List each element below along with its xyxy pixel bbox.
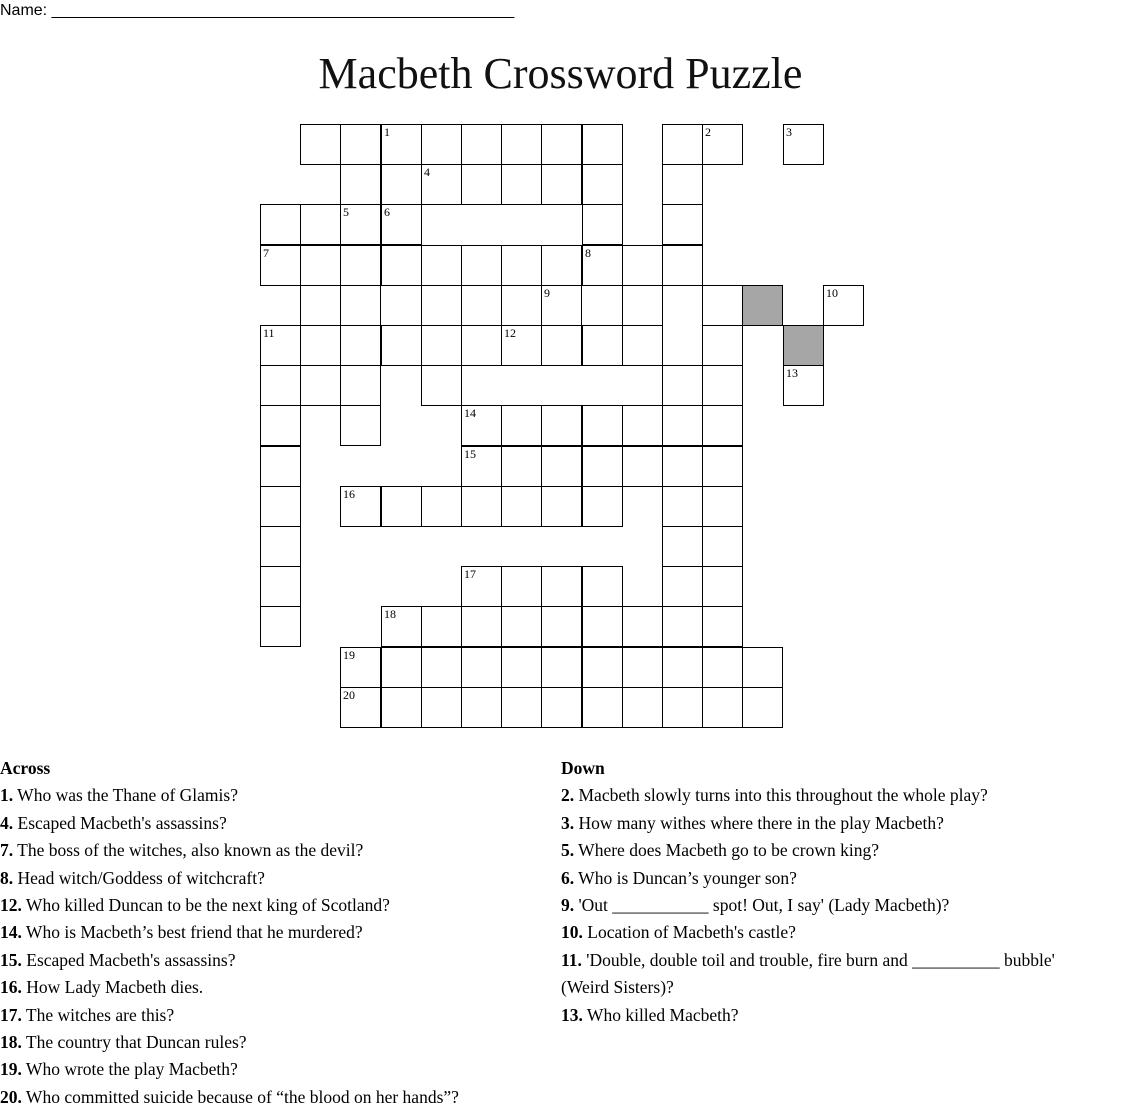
clue-text: Who is Macbeth’s best friend that he murdered?	[21, 922, 363, 943]
across-heading: Across	[0, 758, 51, 778]
crossword-cell[interactable]	[582, 446, 623, 487]
clue-text: Escaped Macbeth's assassins?	[13, 812, 227, 833]
across-clue-list	[0, 782, 560, 1111]
crossword-cell[interactable]	[742, 687, 783, 728]
crossword-cell[interactable]	[702, 325, 743, 366]
crossword-cell[interactable]	[501, 285, 542, 326]
crossword-cell[interactable]	[340, 687, 381, 728]
clue-number: 14	[464, 406, 476, 420]
crossword-cell[interactable]	[381, 124, 422, 165]
crossword-cell[interactable]	[582, 204, 623, 245]
down-clue	[561, 892, 1081, 919]
down-clue	[561, 947, 1081, 1002]
crossword-cell[interactable]	[702, 446, 743, 487]
clue-number: 2	[705, 125, 711, 139]
crossword-cell[interactable]	[582, 124, 623, 165]
crossword-cell[interactable]	[260, 325, 301, 366]
crossword-cell[interactable]	[340, 164, 381, 205]
page-title: Macbeth Crossword Puzzle	[318, 49, 803, 98]
across-clue	[0, 1056, 560, 1083]
clue-number: 16	[343, 487, 355, 501]
clue-text: Who committed suicide because of “the blood on her hands”?	[21, 1086, 459, 1107]
clue-number: 1.	[0, 785, 14, 806]
across-clue	[0, 1029, 560, 1056]
crossword-cell[interactable]	[501, 164, 542, 205]
clue-number: 16.	[0, 977, 22, 998]
crossword-cell[interactable]	[702, 566, 743, 607]
crossword-cell[interactable]	[340, 325, 381, 366]
crossword-cell[interactable]	[421, 647, 462, 688]
crossword-cell[interactable]	[582, 245, 623, 286]
clue-number: 4.	[0, 812, 14, 833]
crossword-cell[interactable]	[742, 647, 783, 688]
crossword-cell[interactable]	[260, 606, 301, 647]
clue-text: Who killed Macbeth?	[582, 1004, 739, 1025]
crossword-cell[interactable]	[340, 405, 381, 446]
crossword-cell[interactable]	[461, 486, 502, 527]
clue-number: 2.	[561, 785, 575, 806]
crossword-cell[interactable]	[421, 164, 462, 205]
crossword-cell[interactable]	[702, 285, 743, 326]
across-clue	[0, 810, 560, 837]
crossword-cell[interactable]	[421, 124, 462, 165]
clue-text: How many withes where there in the play Macbeth?	[574, 812, 944, 833]
crossword-cell[interactable]	[461, 405, 502, 446]
crossword-cell[interactable]	[300, 245, 341, 286]
down-clues	[561, 755, 1081, 1029]
across-clue	[0, 974, 560, 1001]
crossword-cell[interactable]	[300, 204, 341, 245]
crossword-cell[interactable]	[541, 285, 582, 326]
crossword-cell[interactable]	[662, 365, 703, 406]
down-clue	[561, 782, 1081, 809]
crossword-cell[interactable]	[461, 647, 502, 688]
crossword-cell[interactable]	[381, 164, 422, 205]
crossword-cell[interactable]	[421, 245, 462, 286]
across-clues	[0, 755, 560, 1111]
clue-text: Escaped Macbeth's assassins?	[21, 949, 236, 970]
crossword-cell[interactable]	[662, 245, 703, 286]
crossword-cell[interactable]	[421, 285, 462, 326]
crossword-cell[interactable]	[582, 606, 623, 647]
clue-text: Where does Macbeth go to be crown king?	[574, 840, 879, 861]
crossword-cell[interactable]	[622, 687, 663, 728]
crossword-cell[interactable]	[541, 405, 582, 446]
crossword-cell[interactable]	[702, 124, 743, 165]
clue-text: The country that Duncan rules?	[21, 1032, 247, 1053]
crossword-cell[interactable]	[461, 124, 502, 165]
clue-text: Macbeth slowly turns into this throughout the whole play?	[574, 785, 988, 806]
crossword-cell[interactable]	[421, 486, 462, 527]
crossword-cell[interactable]	[702, 687, 743, 728]
clue-number: 10.	[561, 922, 583, 943]
clue-text: Who was the Thane of Glamis?	[13, 785, 238, 806]
across-clue	[0, 782, 560, 809]
crossword-cell[interactable]	[541, 124, 582, 165]
crossword-cell[interactable]	[340, 365, 381, 406]
crossword-cell[interactable]	[702, 606, 743, 647]
crossword-cell[interactable]	[582, 325, 623, 366]
crossword-cell[interactable]	[461, 566, 502, 607]
crossword-cell[interactable]	[501, 687, 542, 728]
crossword-cell[interactable]	[501, 486, 542, 527]
crossword-cell[interactable]	[622, 325, 663, 366]
crossword-cell[interactable]	[501, 606, 542, 647]
crossword-cell[interactable]	[381, 687, 422, 728]
shaded-cell	[783, 325, 824, 366]
crossword-cell[interactable]	[622, 245, 663, 286]
clue-number: 17	[464, 567, 476, 581]
crossword-cell[interactable]	[501, 446, 542, 487]
clue-text: Head witch/Goddess of witchcraft?	[13, 867, 265, 888]
crossword-cell[interactable]	[501, 647, 542, 688]
crossword-cell[interactable]	[662, 405, 703, 446]
crossword-cell[interactable]	[702, 405, 743, 446]
clue-number: 11.	[561, 949, 582, 970]
crossword-cell[interactable]	[381, 245, 422, 286]
crossword-cell[interactable]	[541, 164, 582, 205]
shaded-cell	[742, 285, 783, 326]
crossword-cell[interactable]	[260, 486, 301, 527]
crossword-cell[interactable]	[702, 486, 743, 527]
down-clue	[561, 837, 1081, 864]
down-clue	[561, 865, 1081, 892]
crossword-cell[interactable]	[662, 687, 703, 728]
crossword-cell[interactable]	[461, 446, 502, 487]
name-field-label: Name: ____________________________________________________	[0, 2, 515, 19]
crossword-cell[interactable]	[541, 566, 582, 607]
crossword-cell[interactable]	[501, 325, 542, 366]
crossword-cell[interactable]	[662, 164, 703, 205]
crossword-cell[interactable]	[541, 687, 582, 728]
crossword-cell[interactable]	[582, 687, 623, 728]
crossword-cell[interactable]	[300, 325, 341, 366]
crossword-cell[interactable]	[501, 405, 542, 446]
clue-number: 7	[263, 246, 269, 260]
crossword-cell[interactable]	[300, 124, 341, 165]
across-clue	[0, 919, 560, 946]
clue-number: 14.	[0, 922, 22, 943]
clue-number: 18	[384, 607, 396, 621]
crossword-cell[interactable]	[783, 365, 824, 406]
crossword-cell[interactable]	[662, 647, 703, 688]
crossword-cell[interactable]	[783, 124, 824, 165]
down-heading: Down	[561, 758, 605, 778]
crossword-cell[interactable]	[622, 647, 663, 688]
clue-number: 6.	[561, 867, 575, 888]
crossword-cell[interactable]	[340, 245, 381, 286]
clue-text: Location of Macbeth's castle?	[582, 922, 796, 943]
clue-text: Who killed Duncan to be the next king of Scotland?	[21, 895, 390, 916]
clue-number: 8	[585, 246, 591, 260]
crossword-cell[interactable]	[461, 245, 502, 286]
crossword-cell[interactable]	[300, 365, 341, 406]
clue-number: 1	[384, 125, 390, 139]
crossword-cell[interactable]	[381, 647, 422, 688]
crossword-cell[interactable]	[461, 325, 502, 366]
across-clue	[0, 892, 560, 919]
clue-number: 6	[384, 205, 390, 219]
crossword-cell[interactable]	[421, 606, 462, 647]
clue-number: 17.	[0, 1004, 22, 1025]
clue-text: 'Double, double toil and trouble, fire burn and __________ bubble' (Weird Sisters)?	[561, 949, 1055, 998]
crossword-cell[interactable]	[501, 124, 542, 165]
crossword-cell[interactable]	[662, 486, 703, 527]
crossword-cell[interactable]	[622, 446, 663, 487]
crossword-cell[interactable]	[461, 606, 502, 647]
crossword-cell[interactable]	[340, 486, 381, 527]
down-clue	[561, 919, 1081, 946]
crossword-cell[interactable]	[501, 245, 542, 286]
crossword-cell[interactable]	[461, 285, 502, 326]
crossword-cell[interactable]	[582, 486, 623, 527]
clue-number: 5	[343, 205, 349, 219]
crossword-cell[interactable]	[662, 124, 703, 165]
crossword-cell[interactable]	[260, 405, 301, 446]
crossword-cell[interactable]	[340, 285, 381, 326]
crossword-cell[interactable]	[582, 647, 623, 688]
crossword-cell[interactable]	[421, 365, 462, 406]
clue-number: 11	[263, 326, 275, 340]
across-clue	[0, 947, 560, 974]
crossword-cell[interactable]	[662, 566, 703, 607]
clue-number: 20.	[0, 1086, 22, 1107]
clue-number: 3.	[561, 812, 575, 833]
clue-number: 7.	[0, 840, 14, 861]
crossword-cell[interactable]	[662, 204, 703, 245]
across-clue	[0, 865, 560, 892]
crossword-cell[interactable]	[702, 647, 743, 688]
crossword-cell[interactable]	[260, 365, 301, 406]
clue-text: Who wrote the play Macbeth?	[21, 1059, 238, 1080]
crossword-cell[interactable]	[582, 405, 623, 446]
clue-number: 9	[544, 286, 550, 300]
clue-number: 9.	[561, 895, 575, 916]
crossword-cell[interactable]	[662, 606, 703, 647]
clue-number: 19.	[0, 1059, 22, 1080]
clue-number: 15.	[0, 949, 22, 970]
across-clue	[0, 837, 560, 864]
clue-number: 5.	[561, 840, 575, 861]
crossword-cell[interactable]	[541, 606, 582, 647]
clue-number: 4	[424, 165, 430, 179]
clue-number: 12.	[0, 895, 22, 916]
crossword-cell[interactable]	[260, 566, 301, 607]
down-clue-list	[561, 782, 1081, 1029]
crossword-cell[interactable]	[421, 325, 462, 366]
crossword-cell[interactable]	[582, 566, 623, 607]
clue-text: Who is Duncan’s younger son?	[574, 867, 797, 888]
across-clue	[0, 1002, 560, 1029]
crossword-cell[interactable]	[260, 204, 301, 245]
crossword-cell[interactable]	[662, 526, 703, 567]
crossword-cell[interactable]	[622, 606, 663, 647]
clue-number: 10	[826, 286, 838, 300]
clue-number: 18.	[0, 1032, 22, 1053]
crossword-cell[interactable]	[461, 164, 502, 205]
crossword-cell[interactable]	[340, 647, 381, 688]
clue-number: 12	[504, 326, 516, 340]
crossword-cell[interactable]	[260, 446, 301, 487]
crossword-cell[interactable]	[662, 446, 703, 487]
clue-number: 20	[343, 688, 355, 702]
clue-number: 15	[464, 447, 476, 461]
crossword-cell[interactable]	[622, 405, 663, 446]
crossword-cell[interactable]	[300, 285, 341, 326]
down-clue	[561, 810, 1081, 837]
clue-number: 13	[786, 366, 798, 380]
clue-number: 19	[343, 648, 355, 662]
crossword-cell[interactable]	[541, 446, 582, 487]
crossword-cell[interactable]	[381, 606, 422, 647]
crossword-cell[interactable]	[501, 566, 542, 607]
crossword-cell[interactable]	[702, 526, 743, 567]
crossword-cell[interactable]	[541, 486, 582, 527]
clue-text: The witches are this?	[21, 1004, 175, 1025]
crossword-cell[interactable]	[381, 486, 422, 527]
clue-number: 8.	[0, 867, 14, 888]
clue-text: The boss of the witches, also known as the devil?	[13, 840, 364, 861]
crossword-cell[interactable]	[622, 285, 663, 326]
clue-text: 'Out ___________ spot! Out, I say' (Lady Macbeth)?	[574, 895, 950, 916]
crossword-cell[interactable]	[340, 124, 381, 165]
down-clue	[561, 1002, 1081, 1029]
crossword-cell[interactable]	[381, 204, 422, 245]
crossword-cell[interactable]	[421, 687, 462, 728]
crossword-cell[interactable]	[582, 164, 623, 205]
crossword-cell[interactable]	[340, 204, 381, 245]
crossword-cell[interactable]	[381, 325, 422, 366]
crossword-cell[interactable]	[541, 325, 582, 366]
crossword-cell[interactable]	[541, 245, 582, 286]
across-clue	[0, 1084, 560, 1111]
crossword-cell[interactable]	[461, 687, 502, 728]
crossword-cell[interactable]	[541, 647, 582, 688]
crossword-cell[interactable]	[260, 245, 301, 286]
crossword-cell[interactable]	[260, 526, 301, 567]
crossword-cell[interactable]	[823, 285, 864, 326]
clue-text: How Lady Macbeth dies.	[21, 977, 204, 998]
clue-number: 13.	[561, 1004, 583, 1025]
clue-number: 3	[786, 125, 792, 139]
crossword-cell[interactable]	[702, 365, 743, 406]
